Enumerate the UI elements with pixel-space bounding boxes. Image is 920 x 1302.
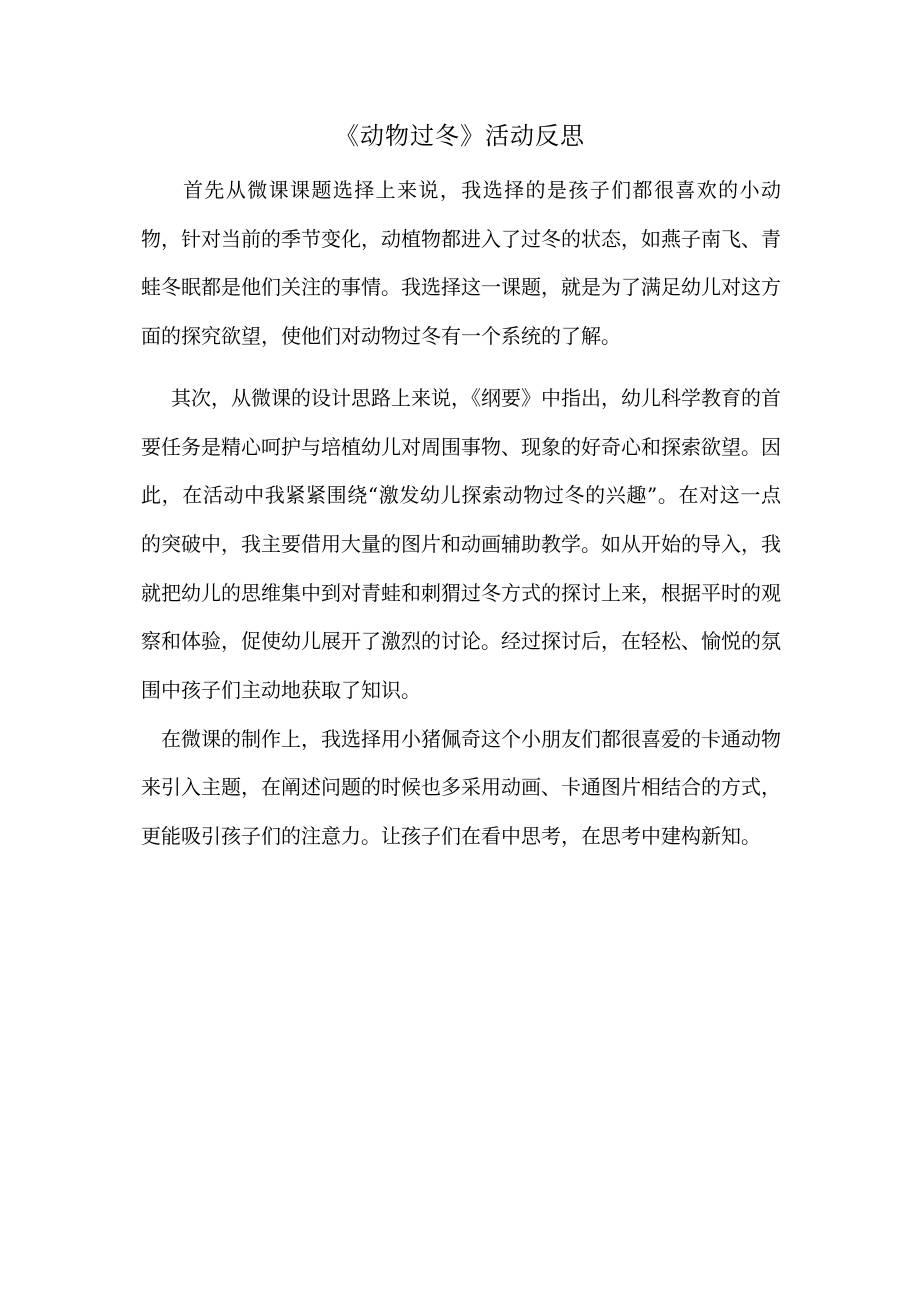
document-title: 《动物过冬》活动反思	[335, 122, 585, 150]
document-body	[141, 166, 781, 861]
paragraph-topic-selection: 首先从微课课题选择上来说，我选择的是孩子们都很喜欢的小动物，针对当前的季节变化，动植物都进入了过冬的状态，如燕子南飞、青蛙冬眠都是他们关注的事情。我选择这一课题，就是为了满足幼儿对这方面的探究欲望，使他们对动物过冬有一个系统的了解。	[141, 178, 781, 349]
paragraph-design-approach: 其次，从微课的设计思路上来说，《纲要》中指出，幼儿科学教育的首要任务是精心呵护与培植幼儿对周围事物、现象的好奇心和探索欲望。因此，在活动中我紧紧围绕“激发幼儿探索动物过冬的兴趣”。在对这一点的突破中，我主要借用大量的图片和动画辅助教学。如从开始的导入，我就把幼儿的思维集中到对青蛙和刺猬过冬方式的探讨上来，根据平时的观察和体验，促使幼儿展开了激烈的讨论。经过探讨后，在轻松、愉悦的氛围中孩子们主动地获取了知识。	[141, 385, 781, 703]
paragraph-production: 在微课的制作上，我选择用小猪佩奇这个小朋友们都很喜爱的卡通动物来引入主题，在阐述问题的时候也多采用动画、卡通图片相结合的方式，更能吸引孩子们的注意力。让孩子们在看中思考，在思考中建构新知。	[141, 726, 781, 849]
